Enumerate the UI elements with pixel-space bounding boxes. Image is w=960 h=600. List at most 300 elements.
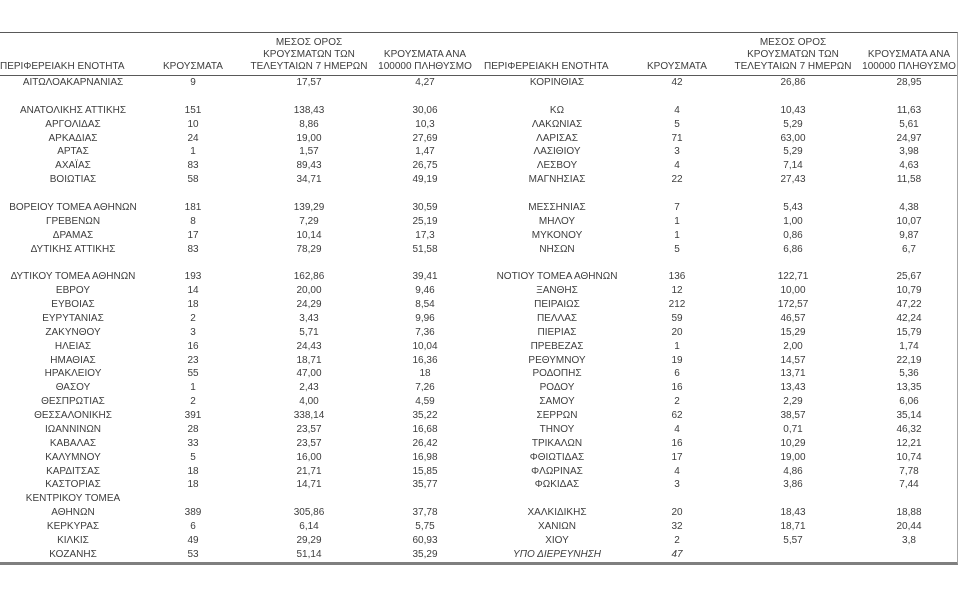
avg7-value: 19,00: [296, 132, 322, 144]
per100k-value: [378, 256, 472, 270]
per100k-value: 37,78: [412, 507, 438, 519]
column-gap: [472, 423, 484, 437]
region-name: ΝΟΤΙΟΥ ΤΟΜΕΑ ΑΘΗΝΩΝ: [496, 271, 618, 283]
column-gap: [472, 492, 484, 506]
avg7-value: 24,29: [296, 299, 322, 310]
per100k-value: 22,19: [896, 354, 922, 366]
cases-value: 4: [674, 160, 680, 172]
per100k-value: 35,14: [896, 410, 922, 421]
avg7-value: 13,71: [780, 368, 806, 380]
region-name: ΕΒΡΟΥ: [55, 285, 91, 297]
column-gap: [472, 104, 484, 118]
region-name: ΕΥΒΟΙΑΣ: [51, 299, 95, 310]
region-name: ΑΡΚΑΔΙΑΣ: [48, 132, 98, 144]
region-name: ΛΑΡΙΣΑΣ: [536, 132, 578, 144]
cases-value: 16: [671, 437, 683, 449]
avg7-value: 8,86: [299, 118, 319, 130]
table-row: [0, 243, 957, 257]
avg7-value: 305,86: [293, 507, 325, 519]
per100k-value: 10,04: [412, 340, 438, 352]
region-name: ΡΟΔΟΠΗΣ: [532, 368, 582, 380]
region-name: ΚΩ: [549, 104, 565, 116]
column-gap: [472, 520, 484, 534]
region-name: ΣΑΜΟΥ: [539, 396, 575, 408]
avg7-value: 18,71: [296, 354, 322, 366]
table-row: [0, 284, 957, 298]
per100k-value: 3,98: [899, 146, 919, 158]
avg7-value: 78,29: [296, 243, 322, 255]
avg7-value: 139,29: [293, 201, 325, 213]
column-gap: [472, 90, 484, 104]
column-gap: [472, 354, 484, 368]
cases-value: 3: [674, 146, 680, 158]
table-row: [0, 201, 957, 215]
per100k-value: 28,95: [896, 77, 922, 88]
region-name: ΧΑΝΙΩΝ: [537, 521, 577, 532]
table-row: [0, 104, 957, 118]
per100k-value: [862, 256, 956, 270]
cases-value: 16: [671, 382, 683, 394]
per100k-value: 10,3: [415, 118, 435, 130]
column-gap: [472, 326, 484, 340]
per100k-value: 9,46: [415, 285, 435, 297]
avg7-value: 2,29: [783, 396, 803, 408]
col-header-avg7-line2: ΚΡΟΥΣΜΑΤΩΝ ΤΩΝ: [263, 49, 355, 60]
avg7-value: 1,57: [299, 146, 319, 158]
avg7-value: 19,00: [780, 451, 806, 463]
column-gap: [472, 173, 484, 187]
region-name: ΑΙΤΩΛΟΑΚΑΡΝΑΝΙΑΣ: [22, 77, 124, 88]
region-name: ΔΥΤΙΚΟΥ ΤΟΜΕΑ ΑΘΗΝΩΝ: [10, 271, 136, 283]
region-name: ΦΘΙΩΤΙΔΑΣ: [529, 451, 585, 463]
region-name: ΑΝΑΤΟΛΙΚΗΣ ΑΤΤΙΚΗΣ: [19, 104, 127, 116]
avg7-value: 47,00: [296, 368, 322, 380]
col-header-cases-left: ΚΡΟΥΣΜΑΤΑ: [163, 61, 223, 72]
region-name: ΡΕΘΥΜΝΟΥ: [528, 354, 586, 366]
per100k-value: 15,79: [896, 326, 922, 338]
cases-value: 8: [190, 215, 196, 227]
cases-value: 5: [674, 118, 680, 130]
avg7-value: 4,86: [783, 465, 803, 477]
region-name: ΜΑΓΝΗΣΙΑΣ: [528, 174, 586, 186]
avg7-value: 5,43: [783, 201, 803, 213]
cases-value: 1: [190, 382, 196, 394]
per100k-value: 18: [419, 368, 431, 380]
table-row: [0, 312, 957, 326]
per100k-value: 26,75: [412, 160, 438, 172]
avg7-value: 3,86: [783, 479, 803, 491]
column-gap: [472, 465, 484, 479]
column-gap: [472, 118, 484, 132]
per100k-value: 49,19: [412, 174, 438, 186]
cases-value: 42: [671, 77, 683, 88]
region-name: ΒΟΙΩΤΙΑΣ: [49, 174, 97, 186]
col-header-avg7-line1: ΜΕΣΟΣ ΟΡΟΣ: [275, 37, 343, 48]
region-name: ΜΗΛΟΥ: [538, 215, 576, 227]
region-name: ΗΡΑΚΛΕΙΟΥ: [44, 368, 102, 380]
per100k-value: 10,79: [896, 285, 922, 297]
avg7-value: 1,00: [783, 215, 803, 227]
region-name: ΜΥΚΟΝΟΥ: [531, 229, 583, 241]
per100k-value: 30,59: [412, 201, 438, 213]
region-name: [0, 256, 146, 270]
avg7-value: 5,71: [299, 326, 319, 338]
cases-value: 32: [671, 521, 683, 532]
avg7-value: 27,43: [780, 174, 806, 186]
table-row: [0, 118, 957, 132]
cases-value: 14: [187, 285, 199, 297]
column-gap: [472, 395, 484, 409]
cases-value: 19: [671, 354, 683, 366]
region-name: ΧΑΛΚΙΔΙΚΗΣ: [527, 507, 587, 519]
table-row: [0, 187, 957, 201]
col-header-avg7-left: [240, 37, 378, 73]
cases-value: 1: [674, 340, 680, 352]
per100k-value: 1,47: [415, 146, 435, 158]
table-row: [0, 506, 957, 520]
region-name: ΚΟΖΑΝΗΣ: [49, 548, 97, 560]
column-gap: [472, 145, 484, 159]
region-name: ΤΡΙΚΑΛΩΝ: [531, 437, 583, 449]
per100k-value: 6,06: [899, 396, 919, 408]
column-gap: [472, 187, 484, 201]
region-name: ΦΩΚΙΔΑΣ: [534, 479, 580, 491]
col-header-cases-right: ΚΡΟΥΣΜΑΤΑ: [647, 61, 707, 72]
cases-value: 22: [671, 174, 683, 186]
per100k-value: 42,24: [896, 312, 922, 324]
cases-value: 3: [674, 479, 680, 491]
table-row: [0, 409, 957, 423]
region-name: ΑΧΑΪΑΣ: [55, 160, 91, 172]
cases-value: 53: [187, 548, 199, 560]
per100k-value: 7,26: [415, 382, 435, 394]
cases-value: 18: [187, 299, 199, 310]
avg7-value: 29,29: [296, 534, 322, 546]
region-name: ΠΙΕΡΙΑΣ: [537, 326, 577, 338]
avg7-value: 122,71: [777, 271, 809, 283]
cases-value: 16: [187, 340, 199, 352]
per100k-value: [862, 187, 956, 201]
col-header-avg7-line2: ΚΡΟΥΣΜΑΤΩΝ ΤΩΝ: [747, 49, 839, 60]
cases-value: 55: [187, 368, 199, 380]
table-row: [0, 367, 957, 381]
per100k-value: 60,93: [412, 534, 438, 546]
per100k-value: 5,75: [415, 521, 435, 532]
cases-value: 391: [184, 410, 202, 421]
cases-value: 17: [671, 451, 683, 463]
per100k-value: 11,63: [896, 104, 922, 116]
region-name: ΣΕΡΡΩΝ: [536, 410, 578, 421]
table-row: [0, 256, 957, 270]
regional-cases-table: [0, 32, 958, 565]
avg7-value: 5,29: [783, 146, 803, 158]
avg7-value: [724, 90, 862, 104]
per100k-value: 4,59: [415, 396, 435, 408]
region-name: ΚΑΒΑΛΑΣ: [49, 437, 97, 449]
region-name: ΓΡΕΒΕΝΩΝ: [45, 215, 101, 227]
column-gap: [472, 437, 484, 451]
avg7-value: [240, 256, 378, 270]
region-name: ΖΑΚΥΝΘΟΥ: [45, 326, 101, 338]
col-header-per100k-left: [378, 49, 472, 73]
per100k-value: [378, 187, 472, 201]
cases-value: 47: [671, 548, 683, 560]
column-gap: [472, 215, 484, 229]
region-name: ΕΥΡΥΤΑΝΙΑΣ: [42, 312, 104, 324]
region-name: ΑΡΤΑΣ: [57, 146, 89, 158]
cases-value: 212: [668, 299, 686, 310]
cases-value: 2: [674, 396, 680, 408]
region-name: ΚΟΡΙΝΘΙΑΣ: [529, 77, 585, 88]
region-name: ΘΕΣΠΡΩΤΙΑΣ: [41, 396, 105, 408]
column-gap: [472, 159, 484, 173]
region-name: ΘΑΣΟΥ: [55, 382, 91, 394]
table-row: [0, 354, 957, 368]
table-row: [0, 298, 957, 312]
avg7-value: 38,57: [780, 410, 806, 421]
avg7-value: 3,43: [299, 312, 319, 324]
per100k-value: 13,35: [896, 382, 922, 394]
per100k-value: 12,21: [896, 437, 922, 449]
per100k-value: 47,22: [896, 299, 922, 310]
region-name: ΛΑΣΙΘΙΟΥ: [533, 146, 581, 158]
col-header-per100k-right: [862, 49, 956, 73]
column-gap: [472, 548, 484, 562]
region-name: [484, 187, 630, 201]
table-row: [0, 340, 957, 354]
avg7-value: 10,29: [780, 437, 806, 449]
per100k-value: 9,87: [899, 229, 919, 241]
per100k-value: 35,29: [412, 548, 438, 560]
per100k-value: 5,61: [899, 118, 919, 130]
table-body: [0, 76, 957, 562]
avg7-value: 21,71: [296, 465, 322, 477]
per100k-value: 4,63: [899, 160, 919, 172]
avg7-value: 5,57: [783, 534, 803, 546]
avg7-value: 6,86: [783, 243, 803, 255]
per100k-value: [378, 492, 472, 506]
region-name: ΝΗΣΩΝ: [539, 243, 575, 255]
table-row: [0, 492, 957, 506]
column-gap: [472, 270, 484, 284]
cases-value: 18: [187, 465, 199, 477]
per100k-value: 46,32: [896, 423, 922, 435]
cases-value: 18: [187, 479, 199, 491]
region-name: ΚΑΣΤΟΡΙΑΣ: [45, 479, 101, 491]
region-name: [484, 256, 630, 270]
region-name: [0, 90, 146, 104]
col-header-region-left: ΠΕΡΙΦΕΡΕΙΑΚΗ ΕΝΟΤΗΤΑ: [0, 61, 125, 72]
per100k-value: [378, 90, 472, 104]
cases-value: [630, 187, 724, 201]
region-name: ΚΑΡΔΙΤΣΑΣ: [46, 465, 100, 477]
per100k-value: 9,96: [415, 312, 435, 324]
avg7-value: 7,29: [299, 215, 319, 227]
table-row: [0, 423, 957, 437]
column-gap: [472, 76, 484, 90]
region-name: ΦΛΩΡΙΝΑΣ: [531, 465, 583, 477]
column-gap: [472, 256, 484, 270]
per100k-value: 17,3: [415, 229, 435, 241]
column-gap: [472, 229, 484, 243]
per100k-value: [862, 492, 956, 506]
column-gap: [472, 284, 484, 298]
column-gap: [472, 201, 484, 215]
per100k-value: 7,44: [899, 479, 919, 491]
col-header-avg7-line3: ΤΕΛΕΥΤΑΙΩΝ 7 ΗΜΕΡΩΝ: [734, 61, 852, 72]
cases-value: 71: [671, 132, 683, 144]
cases-value: [630, 256, 724, 270]
avg7-value: 20,00: [296, 285, 322, 297]
per100k-value: [862, 90, 956, 104]
cases-value: 9: [190, 77, 196, 88]
cases-value: 4: [674, 104, 680, 116]
per100k-value: 16,36: [412, 354, 438, 366]
per100k-value: 30,06: [412, 104, 438, 116]
per100k-value: 8,54: [415, 299, 435, 310]
region-name: ΗΜΑΘΙΑΣ: [50, 354, 96, 366]
avg7-value: 0,86: [783, 229, 803, 241]
region-name: ΞΑΝΘΗΣ: [536, 285, 578, 297]
per100k-value: 16,68: [412, 423, 438, 435]
per100k-value: 11,58: [896, 174, 922, 186]
per100k-value: 4,38: [899, 201, 919, 213]
avg7-value: 5,29: [783, 118, 803, 130]
avg7-value: 10,43: [780, 104, 806, 116]
region-name: ΠΕΛΛΑΣ: [536, 312, 578, 324]
cases-value: [146, 187, 240, 201]
region-name: ΑΘΗΝΩΝ: [51, 507, 95, 519]
per100k-value: 10,07: [896, 215, 922, 227]
region-name: ΙΩΑΝΝΙΝΩΝ: [44, 423, 102, 435]
region-name: ΔΡΑΜΑΣ: [52, 229, 94, 241]
avg7-value: 10,14: [296, 229, 322, 241]
column-gap: [472, 312, 484, 326]
avg7-value: 14,57: [780, 354, 806, 366]
avg7-value: 18,71: [780, 521, 806, 532]
table-row: [0, 326, 957, 340]
per100k-value: 18,88: [896, 507, 922, 519]
cases-value: 23: [187, 354, 199, 366]
per100k-value: 1,74: [899, 340, 919, 352]
avg7-value: [724, 492, 862, 506]
avg7-value: 7,14: [783, 160, 803, 172]
region-name: ΒΟΡΕΙΟΥ ΤΟΜΕΑ ΑΘΗΝΩΝ: [9, 201, 137, 213]
cases-value: 1: [674, 229, 680, 241]
avg7-value: 16,00: [296, 451, 322, 463]
per100k-value: 24,97: [896, 132, 922, 144]
avg7-value: 0,71: [783, 423, 803, 435]
avg7-value: 4,00: [299, 396, 319, 408]
region-name: ΔΥΤΙΚΗΣ ΑΤΤΙΚΗΣ: [30, 243, 116, 255]
cases-value: 17: [187, 229, 199, 241]
region-name: ΧΙΟΥ: [545, 534, 569, 546]
table-row: [0, 520, 957, 534]
cases-value: 33: [187, 437, 199, 449]
region-name: ΚΑΛΥΜΝΟΥ: [45, 451, 101, 463]
table-row: [0, 76, 957, 90]
avg7-value: 338,14: [293, 410, 325, 421]
region-name: ΛΑΚΩΝΙΑΣ: [531, 118, 583, 130]
col-header-per100k-line1: ΚΡΟΥΣΜΑΤΑ ΑΝΑ: [383, 49, 467, 60]
table-row: [0, 229, 957, 243]
table-row: [0, 215, 957, 229]
avg7-value: 2,43: [299, 382, 319, 394]
per100k-value: [862, 548, 956, 562]
per100k-value: 35,77: [412, 479, 438, 491]
table-row: [0, 478, 957, 492]
avg7-value: 23,57: [296, 437, 322, 449]
cases-value: 24: [187, 132, 199, 144]
per100k-value: 4,27: [415, 77, 435, 88]
table-row: [0, 145, 957, 159]
per100k-value: 10,74: [896, 451, 922, 463]
avg7-value: [240, 492, 378, 506]
per100k-value: 25,67: [896, 271, 922, 283]
column-gap: [472, 367, 484, 381]
region-name: ΗΛΕΙΑΣ: [54, 340, 92, 352]
region-name: ΚΕΡΚΥΡΑΣ: [46, 521, 100, 532]
cases-value: 5: [674, 243, 680, 255]
avg7-value: 26,86: [780, 77, 806, 88]
avg7-value: 89,43: [296, 160, 322, 172]
cases-value: 28: [187, 423, 199, 435]
per100k-value: 27,69: [412, 132, 438, 144]
cases-value: 1: [190, 146, 196, 158]
cases-value: 5: [190, 451, 196, 463]
table-row: [0, 381, 957, 395]
region-name: ΑΡΓΟΛΙΔΑΣ: [45, 118, 101, 130]
cases-value: 4: [674, 465, 680, 477]
col-header-avg7-line3: ΤΕΛΕΥΤΑΙΩΝ 7 ΗΜΕΡΩΝ: [250, 61, 368, 72]
cases-value: 62: [671, 410, 683, 421]
per100k-value: 16,98: [412, 451, 438, 463]
region-name: ΡΟΔΟΥ: [539, 382, 575, 394]
column-gap: [472, 478, 484, 492]
table-row: [0, 395, 957, 409]
table-row: [0, 534, 957, 548]
col-header-region-right: ΠΕΡΙΦΕΡΕΙΑΚΗ ΕΝΟΤΗΤΑ: [484, 61, 609, 72]
cases-value: 83: [187, 160, 199, 172]
cases-value: 49: [187, 534, 199, 546]
avg7-value: 34,71: [296, 174, 322, 186]
avg7-value: 172,57: [777, 299, 809, 310]
col-header-per100k-line1: ΚΡΟΥΣΜΑΤΑ ΑΝΑ: [867, 49, 951, 60]
avg7-value: 13,43: [780, 382, 806, 394]
cases-value: 20: [671, 507, 683, 519]
cases-value: 1: [674, 215, 680, 227]
column-gap: [472, 451, 484, 465]
col-header-avg7-right: [724, 37, 862, 73]
table-row: [0, 270, 957, 284]
column-gap: [472, 381, 484, 395]
region-name: ΚΕΝΤΡΙΚΟΥ ΤΟΜΕΑ: [25, 493, 121, 505]
cases-value: 2: [190, 396, 196, 408]
cases-value: 20: [671, 326, 683, 338]
cases-value: 83: [187, 243, 199, 255]
cases-value: 58: [187, 174, 199, 186]
cases-value: 4: [674, 423, 680, 435]
cases-value: 3: [190, 326, 196, 338]
avg7-value: 18,43: [780, 507, 806, 519]
avg7-value: 138,43: [293, 104, 325, 116]
per100k-value: 20,44: [896, 521, 922, 532]
column-gap: [472, 409, 484, 423]
cases-value: 2: [674, 534, 680, 546]
cases-value: 136: [668, 271, 686, 283]
avg7-value: 63,00: [780, 132, 806, 144]
cases-value: 389: [184, 507, 202, 519]
